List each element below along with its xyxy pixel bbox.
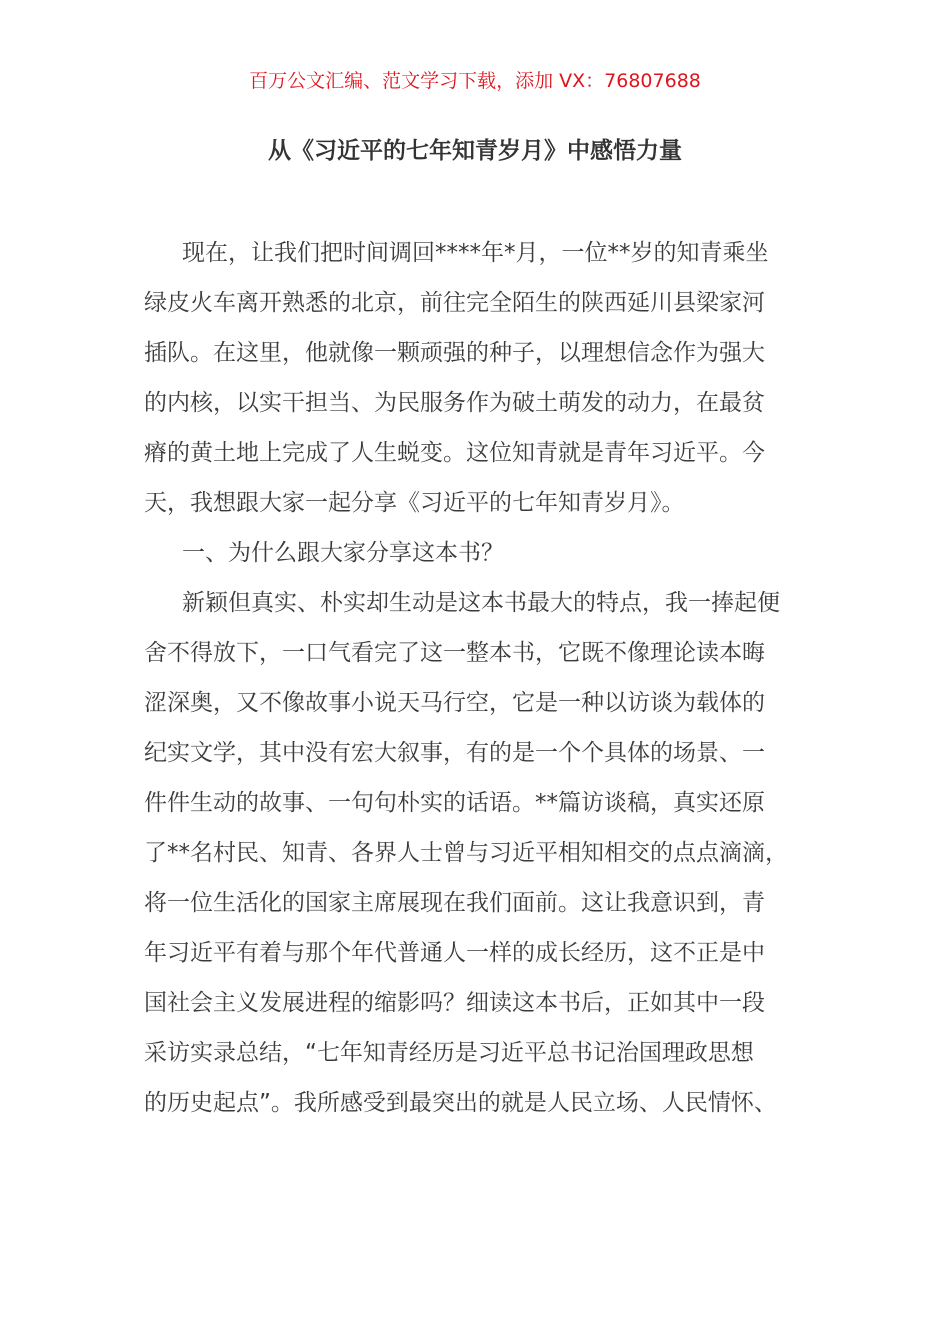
- text-line: 舍不得放下，一口气看完了这一整本书，它既不像理论读本晦: [144, 640, 765, 666]
- text-line: 纪实文学，其中没有宏大叙事，有的是一个个具体的场景、一: [144, 740, 765, 766]
- text-line: 瘠的黄土地上完成了人生蜕变。这位知青就是青年习近平。今: [144, 440, 765, 466]
- text-line: 涩深奥，又不像故事小说天马行空，它是一种以访谈为载体的: [144, 690, 765, 716]
- text-line: 件件生动的故事、一句句朴实的话语。**篇访谈稿，真实还原: [144, 790, 765, 816]
- document-body: [144, 236, 814, 1136]
- text-line: 绿皮火车离开熟悉的北京，前往完全陌生的陕西延川县梁家河: [144, 290, 765, 316]
- text-line: 新颖但真实、朴实却生动是这本书最大的特点，我一捧起便: [182, 590, 780, 616]
- text-line: 的历史起点”。我所感受到最突出的就是人民立场、人民情怀、: [144, 1090, 777, 1116]
- text-line: 年习近平有着与那个年代普通人一样的成长经历，这不正是中: [144, 940, 765, 966]
- text-line: 插队。在这里，他就像一颗顽强的种子，以理想信念作为强大: [144, 340, 765, 366]
- document-title: 从《习近平的七年知青岁月》中感悟力量: [268, 138, 682, 164]
- text-line: 将一位生活化的国家主席展现在我们面前。这让我意识到，青: [144, 890, 765, 916]
- watermark-header: 百万公文汇编、范文学习下载，添加 VX：76807688: [249, 70, 701, 92]
- text-line: 天，我想跟大家一起分享《习近平的七年知青岁月》。: [144, 490, 685, 516]
- text-line: 的内核，以实干担当、为民服务作为破土萌发的动力，在最贫: [144, 390, 765, 416]
- paragraph-intro: [144, 236, 814, 536]
- text-line: 采访实录总结，“七年知青经历是习近平总书记治国理政思想: [144, 1040, 754, 1066]
- text-line: 国社会主义发展进程的缩影吗？细读这本书后，正如其中一段: [144, 990, 765, 1016]
- text-line: 现在，让我们把时间调回****年*月，一位**岁的知青乘坐: [182, 240, 769, 266]
- section-heading: [144, 536, 814, 586]
- paragraph-reason: [144, 586, 814, 1136]
- text-line: 了**名村民、知青、各界人士曾与习近平相知相交的点点滴滴，: [144, 840, 788, 866]
- text-line: 一、为什么跟大家分享这本书？: [182, 540, 504, 566]
